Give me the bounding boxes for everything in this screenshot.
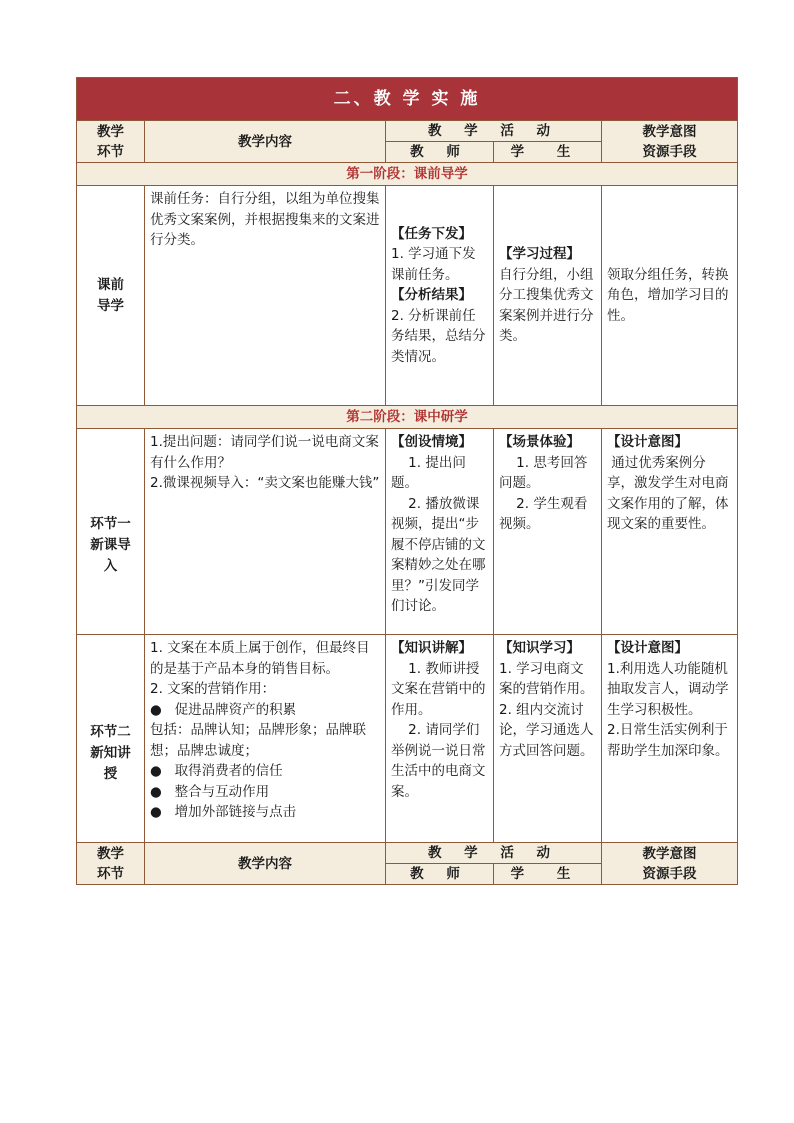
row3-link	[77, 635, 145, 843]
header-student: 学 生	[494, 142, 602, 163]
header-teacher: 教 师	[386, 142, 494, 163]
text-line: ● 整合与互动作用	[150, 783, 270, 800]
row2-student	[494, 429, 602, 635]
text-line: 1. 文案在本质上属于创作，但最终目的是基于产品本身的销售目标。	[150, 640, 370, 677]
text-line: 1. 思考回答问题。	[499, 454, 588, 491]
stage-2-label: 第二阶段：课中研学	[77, 406, 738, 429]
footer-activity: 教 学 活 动	[386, 843, 602, 864]
text-line: 课前任务：自行分组，以组为单位搜集优秀文案案例，并根据搜集来的文案进行分类。	[150, 191, 380, 248]
row1-content	[145, 186, 386, 406]
text-line: 1. 学习电商文案的营销作用。	[499, 660, 594, 697]
text-line: 1. 教师讲授文案在营销中的作用。	[391, 660, 486, 718]
text-line: 2. 请同学们举例说一说日常生活中的电商文案。	[391, 722, 486, 800]
row2-link	[77, 429, 145, 635]
lesson-plan-table	[76, 77, 738, 885]
text-line: 2.微课视频导入：“卖文案也能赚大钱”	[150, 475, 380, 491]
footer-purpose: 教学意图 资源手段	[602, 843, 738, 885]
text-line: 【设计意图】	[607, 434, 688, 450]
text-line: 2. 学生观看视频。	[499, 495, 588, 532]
stage-1-label: 第一阶段：课前导学	[77, 163, 738, 186]
text-line: 【学习过程】	[499, 246, 580, 263]
header-content: 教学内容	[145, 121, 386, 163]
text-line: 2. 文案的营销作用：	[150, 681, 276, 697]
text-line: 1. 学习通下发课前任务。	[391, 246, 476, 283]
text-line: ● 增加外部链接与点击	[150, 804, 297, 820]
text-line: 1. 提出问题。	[391, 454, 466, 491]
text-line: ● 取得消费者的信任	[150, 763, 283, 779]
text-line: 【创设情境】	[391, 434, 472, 450]
row1-student	[494, 186, 602, 406]
row3-link-text: 环节二 新知讲 授	[90, 724, 131, 782]
section-banner: 二、教 学 实 施	[77, 78, 738, 121]
text-line: 包括：品牌认知；品牌形象；品牌联想；品牌忠诚度；	[150, 722, 366, 759]
text-line: 【知识讲解】	[391, 640, 472, 656]
text-line: 2.日常生活实例利于帮助学生加深印象。	[607, 722, 729, 759]
text-line: 2. 组内交流讨论，学习通选人方式回答问题。	[499, 701, 594, 759]
footer-teacher: 教 师	[386, 864, 494, 885]
row2-teacher	[386, 429, 494, 635]
text-line: 2. 分析课前任务结果，总结分类情况。	[391, 307, 486, 365]
text-line: ● 促进品牌资产的积累	[150, 701, 297, 718]
text-line: 2. 播放微课视频，提出“步履不停店铺的文案精妙之处在哪里？”引发同学们讨论。	[391, 495, 486, 614]
row3-content	[145, 635, 386, 843]
text-line: 1.提出问题：请同学们说一说电商文案有什么作用？	[150, 434, 379, 471]
footer-student: 学 生	[494, 864, 602, 885]
footer-content: 教学内容	[145, 843, 386, 885]
header-purpose: 教学意图 资源手段	[602, 121, 738, 163]
row2-content	[145, 429, 386, 635]
text-line: 【任务下发】	[391, 225, 472, 242]
text-line: 【分析结果】	[391, 287, 472, 304]
row2-link-text: 环节一 新课导 入	[90, 516, 131, 574]
footer-link: 教学 环节	[77, 843, 145, 885]
row3-teacher	[386, 635, 494, 843]
row1-purpose	[602, 186, 738, 406]
header-link: 教学 环节	[77, 121, 145, 163]
text-line: 【设计意图】	[607, 640, 688, 656]
text-line: 【知识学习】	[499, 640, 580, 656]
header-activity: 教 学 活 动	[386, 121, 602, 142]
row2-purpose	[602, 429, 738, 635]
text-line: 【场景体验】	[499, 434, 580, 450]
row1-teacher	[386, 186, 494, 406]
text-line: 自行分组，小组分工搜集优秀文案案例并进行分类。	[499, 266, 594, 345]
text-line: 领取分组任务，转换角色，增加学习目的性。	[607, 266, 729, 324]
text-line: 通过优秀案例分享，激发学生对电商文案作用的了解，体现文案的重要性。	[607, 454, 729, 532]
row1-link: 课前 导学	[77, 186, 145, 406]
text-line: 1.利用选人功能随机抽取发言人，调动学生学习积极性。	[607, 660, 729, 718]
row3-purpose	[602, 635, 738, 843]
row3-student	[494, 635, 602, 843]
